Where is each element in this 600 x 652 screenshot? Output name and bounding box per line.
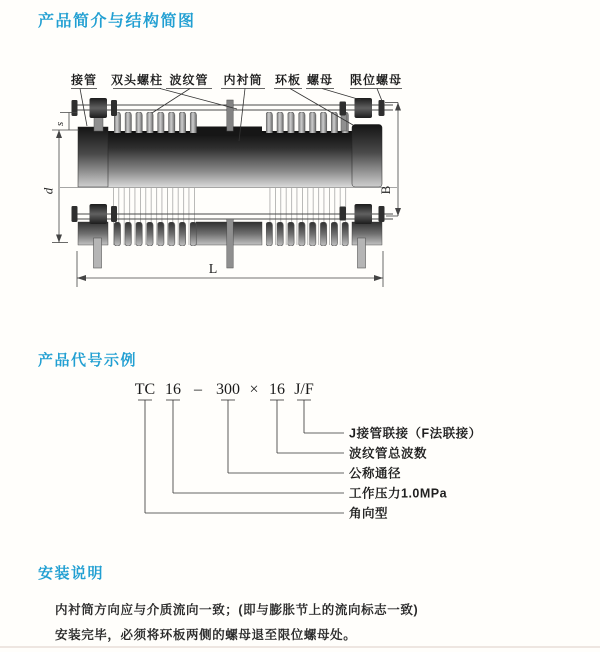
explanation-pressure: 工作压力1.0MPa xyxy=(349,486,448,501)
install-instruction-line2: 安装完毕，必须将环板两侧的螺母退至限位螺母处。 xyxy=(55,628,357,642)
code-part-dash: – xyxy=(194,381,202,398)
right-end-pipe xyxy=(352,125,382,188)
section1-title: 产品简介与结构简图 xyxy=(38,13,196,30)
explanation-diameter: 公称通径 xyxy=(349,466,402,481)
code-explanations xyxy=(349,426,482,521)
explanation-waves: 波纹管总波数 xyxy=(349,446,428,461)
part-labels xyxy=(70,72,402,87)
install-instruction-line1: 内衬筒方向应与介质流向一致；(即与膨胀节上的流向标志一致) xyxy=(55,603,419,617)
dim-d: d xyxy=(40,187,56,195)
code-part-times: × xyxy=(249,381,259,398)
nut-right xyxy=(355,98,373,118)
code-part-pressure: 16 xyxy=(165,381,181,398)
dim-L: L xyxy=(208,262,218,277)
label-neichentong: 内衬筒 xyxy=(223,73,263,87)
section3-title: 安装说明 xyxy=(38,565,105,582)
code-part-connection: J/F xyxy=(294,381,314,398)
code-part-waves: 16 xyxy=(269,381,285,398)
code-connector-lines xyxy=(138,400,344,513)
bellows-right-lower xyxy=(266,222,349,246)
code-part-diameter: 300 xyxy=(216,381,240,398)
bellows-left-lower xyxy=(114,222,197,246)
section2-title: 产品代号示例 xyxy=(38,352,138,369)
nut-left xyxy=(90,98,108,118)
product-code xyxy=(135,381,314,398)
dim-B: B xyxy=(378,185,393,195)
label-luomu: 螺母 xyxy=(306,73,334,87)
label-bowenguan: 波纹管 xyxy=(169,73,209,87)
label-huanban: 环板 xyxy=(274,73,302,87)
left-end-pipe xyxy=(78,127,108,187)
label-jieguan: 接管 xyxy=(70,73,98,87)
product-code-diagram xyxy=(0,370,600,535)
limit-nut-left xyxy=(72,100,78,116)
explanation-connection: J接管联接（F法联接） xyxy=(349,426,482,441)
dim-s: s xyxy=(54,121,66,127)
code-part-type: TC xyxy=(134,381,156,398)
explanation-type: 角向型 xyxy=(349,506,389,521)
center-stud xyxy=(227,100,233,131)
label-shuangtouluozhu: 双头螺柱 xyxy=(110,73,164,87)
limit-nut-right xyxy=(379,100,385,116)
label-xianweiluomu: 限位螺母 xyxy=(349,73,403,87)
page-bottom-divider xyxy=(0,646,600,648)
bellows-left-upper xyxy=(114,112,197,133)
